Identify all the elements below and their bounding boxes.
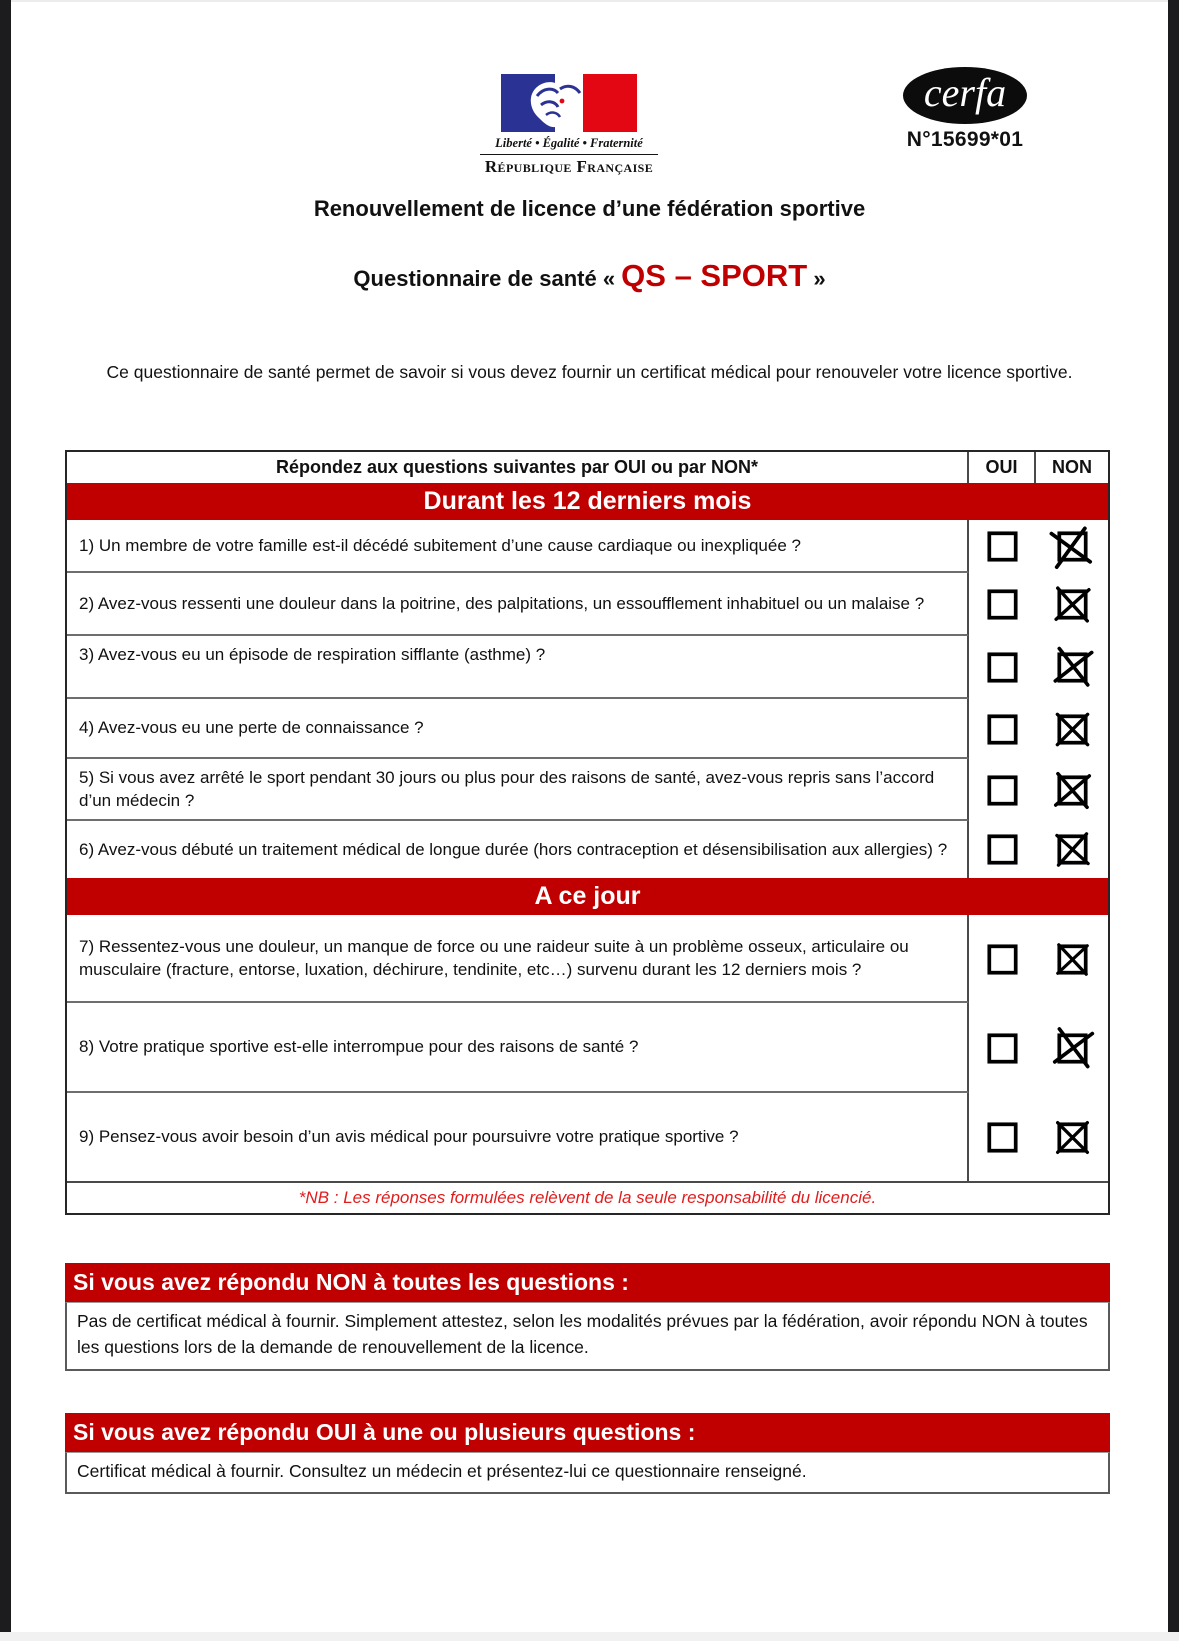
notice-answered-oui <box>65 1413 1110 1494</box>
checkbox-oui-1[interactable] <box>969 520 1036 573</box>
question-row-2 <box>67 573 1108 636</box>
viewer-left-edge <box>0 0 11 1632</box>
checkbox-non-6[interactable] <box>1036 821 1108 878</box>
subtitle-prefix: Questionnaire de santé « <box>353 266 622 291</box>
question-row-1 <box>67 520 1108 573</box>
question-text: 8) Votre pratique sportive est-elle interrompue pour des raisons de santé ? <box>67 1003 969 1093</box>
checkbox-oui-7[interactable] <box>969 915 1036 1003</box>
question-text: 1) Un membre de votre famille est-il décédé subitement d’une cause cardiaque ou inexpliquée ? <box>67 520 969 573</box>
table-header-row <box>67 452 1108 483</box>
cerfa-logo <box>903 67 1027 124</box>
question-row-7 <box>67 915 1108 1003</box>
checkbox-non-9[interactable] <box>1036 1093 1108 1181</box>
question-text: 7) Ressentez-vous une douleur, un manque de force ou une raideur suite à un problème osseux, articulaire ou musculaire (fracture, entorse, luxation, déchirure, tendinite, etc…) survenu durant les 12 derniers mois ? <box>67 915 969 1003</box>
notice-oui-header: Si vous avez répondu OUI à une ou plusieurs questions : <box>65 1413 1110 1452</box>
notice-non-body: Pas de certificat médical à fournir. Simplement attestez, selon les modalités prévues par la fédération, avoir répondu NON à toutes les questions lors de la demande de renouvellement de la licence. <box>65 1302 1110 1371</box>
question-row-3 <box>67 636 1108 699</box>
checkbox-non-8[interactable] <box>1036 1003 1108 1093</box>
question-row-6 <box>67 821 1108 878</box>
checkbox-non-7[interactable] <box>1036 915 1108 1003</box>
cerfa-number: N°15699*01 <box>906 128 1024 151</box>
question-row-4 <box>67 699 1108 759</box>
intro-paragraph: Ce questionnaire de santé permet de savoir si vous devez fournir un certificat médical pour renouveler votre licence sportive. <box>106 362 1073 382</box>
section-band-12-months: Durant les 12 derniers mois <box>67 483 1108 520</box>
marianne-flag-icon <box>501 74 637 132</box>
subtitle-qs-sport: QS – SPORT <box>621 258 808 293</box>
question-row-9 <box>67 1093 1108 1181</box>
viewer-bottom-bar <box>0 1632 1179 1641</box>
form-title: Renouvellement de licence d’une fédération sportive <box>313 196 866 221</box>
question-text: 4) Avez-vous eu une perte de connaissance ? <box>67 699 969 759</box>
checkbox-oui-5[interactable] <box>969 759 1036 821</box>
question-text: 9) Pensez-vous avoir besoin d’un avis médical pour poursuivre votre pratique sportive ? <box>67 1093 969 1181</box>
subtitle-suffix: » <box>807 266 826 291</box>
checkbox-oui-2[interactable] <box>969 573 1036 636</box>
checkbox-oui-9[interactable] <box>969 1093 1036 1181</box>
header-question-label: Répondez aux questions suivantes par OUI ou par NON* <box>67 452 969 483</box>
checkbox-non-3[interactable] <box>1036 636 1108 699</box>
checkbox-non-4[interactable] <box>1036 699 1108 759</box>
checkbox-oui-6[interactable] <box>969 821 1036 878</box>
notice-non-header: Si vous avez répondu NON à toutes les questions : <box>65 1263 1110 1302</box>
question-text: 6) Avez-vous débuté un traitement médical de longue durée (hors contraception et désensibilisation aux allergies) ? <box>67 821 969 878</box>
question-row-5 <box>67 759 1108 821</box>
checkbox-non-1[interactable] <box>1036 520 1108 573</box>
question-row-8 <box>67 1003 1108 1093</box>
nb-note: *NB : Les réponses formulées relèvent de la seule responsabilité du licencié. <box>67 1181 1108 1213</box>
checkbox-oui-8[interactable] <box>969 1003 1036 1093</box>
header-non-label: NON <box>1052 457 1092 477</box>
header-oui-label: OUI <box>969 452 1036 483</box>
checkbox-oui-4[interactable] <box>969 699 1036 759</box>
questionnaire-table <box>65 450 1110 1215</box>
question-text: 5) Si vous avez arrêté le sport pendant 30 jours ou plus pour des raisons de santé, avez-vous repris sans l’accord d’un médecin ? <box>67 759 969 821</box>
motto-text: Liberté • Égalité • Fraternité <box>480 136 658 155</box>
checkbox-non-5[interactable] <box>1036 759 1108 821</box>
republique-francaise-logo <box>480 74 658 177</box>
page-top-edge <box>11 0 1168 2</box>
republique-francaise-text: République Française <box>484 157 654 176</box>
question-text: 3) Avez-vous eu un épisode de respiration sifflante (asthme) ? <box>67 636 969 699</box>
checkbox-oui-3[interactable] <box>969 636 1036 699</box>
cerfa-block <box>901 67 1029 152</box>
notice-answered-non <box>65 1263 1110 1371</box>
section-band-today: A ce jour <box>67 878 1108 915</box>
viewer-right-edge <box>1168 0 1179 1632</box>
cerfa-logo-text: cerfa <box>923 70 1007 115</box>
form-subtitle <box>11 258 1168 294</box>
notice-oui-body: Certificat médical à fournir. Consultez un médecin et présentez-lui ce questionnaire renseigné. <box>65 1452 1110 1494</box>
question-text: 2) Avez-vous ressenti une douleur dans la poitrine, des palpitations, un essoufflement inhabituel ou un malaise ? <box>67 573 969 636</box>
checkbox-non-2[interactable] <box>1036 573 1108 636</box>
